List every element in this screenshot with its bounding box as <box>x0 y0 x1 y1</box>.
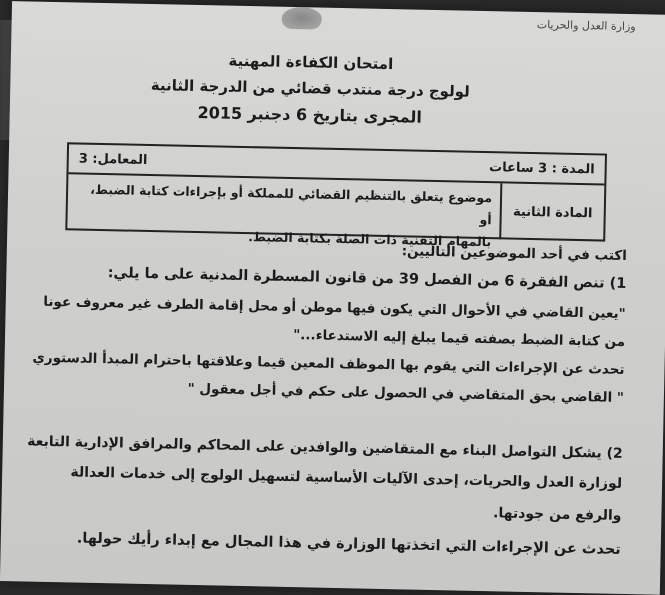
q1-quote-line-1: "يعين القاضي في الأحوال التي يكون فيها موطن أو محل إقامة الطرف غير معروف عونا <box>43 293 626 323</box>
coefficient: المعامل: 3 <box>78 151 148 168</box>
exam-date: المجرى بتاريخ 6 دجنبر 2015 <box>197 103 423 127</box>
subject-line-1: موضوع يتعلق بالتنظيم القضائي للمملكة أو بإجراءات كتابة الضبط، أو <box>90 181 493 228</box>
q2-line-3: والرفع من جودتها. <box>492 505 622 524</box>
q1-quote-line-2: من كتابة الضبط بصفته قيما يبلغ إليه الاستدعاء..." <box>293 327 626 350</box>
q1-task-line-1: تحدث عن الإجراءات التي يقوم بها الموظف المعين قيما وعلاقتها باحترام المبدأ الدستوري <box>32 349 625 378</box>
q2-task: تحدث عن الإجراءات التي اتخذتها الوزارة في هذا المجال مع إبداء رأيك حولها. <box>76 530 621 558</box>
duration: المدة : 3 ساعات <box>488 159 595 177</box>
q1-task-line-2: " القاضي بحق المتقاضي في الحصول على حكم في أجل معقول " <box>187 380 625 406</box>
info-bottom-row <box>67 174 604 250</box>
q2-line-2: لوزارة العدل والحريات، إحدى الآليات الأساسية لتسهيل الولوج إلى خدمات العدالة <box>70 464 623 492</box>
subject-description <box>67 174 500 250</box>
exam-info-box <box>65 142 607 250</box>
q2-line-1: 2) يشكل التواصل البناء مع المتقاضين والوافدين على المحاكم والمرافق الإدارية التابعة <box>27 433 623 462</box>
subject-label: المادة الثانية <box>499 183 604 241</box>
exam-title: امتحان الكفاءة المهنية <box>228 51 394 74</box>
ministry-header: وزارة العدل والحريات <box>536 18 636 34</box>
exam-subtitle: لولوج درجة منتدب قضائي من الدرجة الثانية <box>150 76 470 101</box>
instruction: اكتب في أحد الموضوعين التاليين: <box>401 243 628 265</box>
exam-sheet <box>0 1 665 595</box>
subject-line-2: بالمهام التقنية ذات الصلة بكتابة الضبط. <box>248 229 492 250</box>
q1-intro: 1) تنص الفقرة 6 من الفصل 39 من قانون المسطرة المدنية على ما يلي: <box>107 265 627 293</box>
emblem-icon <box>282 7 322 30</box>
